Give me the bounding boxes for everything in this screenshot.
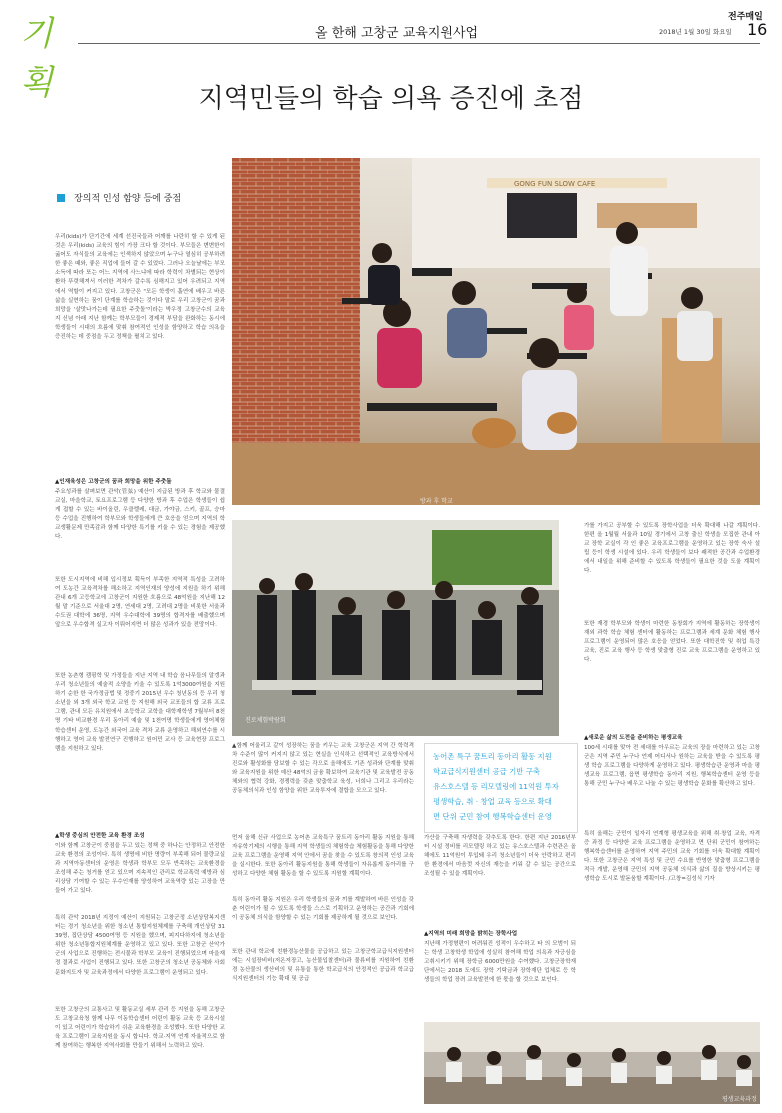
section-logo: 기획 xyxy=(20,14,52,103)
after-school-photo xyxy=(232,158,760,505)
highlight-box xyxy=(424,743,578,833)
bottom-photo-caption: 평생교육과정 xyxy=(722,1096,757,1103)
highlight-line-2: 학교급식지원센터 공급 기반 구축 xyxy=(433,767,541,776)
lifelong-education-photo xyxy=(424,1022,760,1104)
section-b-body-1: 이와 함께 고창군이 중점을 두고 있는 정책 중 하나는 안정하고 안전한 교육 환경의 조성이다. 특히 생명에 비한 명량이 부족해 되어 물량교실과 지역아동센터의 운영은 학생과 학부모 모두 반족하는 교육환경을 조성해 주는 청거를 얻고 있으며 지속적인 관리로 학교폭력 예방과 심리상담 기여할 수 있는 우수인재를 양성하여 교육역량 있는 고장을 만들어 가고 있다. xyxy=(55,843,225,895)
music-class-illustration xyxy=(232,158,760,505)
highlight-line-1: 농어촌 특구 꿈트리 동아리 활동 지원 xyxy=(433,752,552,761)
mid-body-1: ▲함께 어울리고 같이 성장하는 꿈을 키우는 교육 고창군은 지역 간 학력격차 수준이 많이 커지지 않고 있는 현실을 인식하고 선택적인 교육방식에서 진로와 활성화를 담보할 수 있는 각으로 올해에도 기존 성과와 단계를 맞춰와 교육지원을 위한 예산 48억의 금융 확보하여 교육기관 및 교육발전 공동체와의 협력 강화, 경쟁력을 갖춘 맞춤학교 육성, 너희나 그리고 우리라는 공동체의식과 인성 함양을 위한 교육투자에 결합을 모으고 있다. xyxy=(232,743,414,795)
section-b-heading: ▲학생 중심의 안전한 교육 환경 조성 xyxy=(55,833,145,839)
mid-body-4: 또한 관내 학교에 친환경농산물을 공급하고 있는 고창군학교급식지원센터에는 시설장비비(저온저장고, 농산물입찰센터)과 물류비를 지원하여 친환경 농산물의 생산비의 및 유통을 통한 학교급식의 안정적인 공급과 학교급식지원센터의 기능 확대 및 공급 xyxy=(232,949,414,983)
section-a-body-2: 또한 도시지역에 비해 입시정보 획득이 부족한 지역적 특성을 고려하여 도농간 교육격차를 해소하고 지역인재의 양성에 지원을 하기 위해 관내 6개 고등학교에 고창군이 지원한 흐름으로 48억원을 지난해 12월 말 기준으로 서울대 2명, 연세대 2명, 고려대 2명을 비롯한 서울과 수도권 대학에 36명, 지역 우수대학에 39명의 합격자를 배출했으며 앞으로 우수합격 실고자 이뤄어지면 더 많은 성과가 있을 전망이다. xyxy=(55,577,225,629)
intro-text: 우리(kids)가 단기간에 세계 선진국들과 어깨를 나란히 할 수 있게 된 것은 우리(kids) 교육의 힘이 가장 크다 할 것이다. 부모들은 변변한이 굶어도 자식들의 교육에는 인색하지 않았으며 누구나 열심히 공부하려한 좋은 때와, 좋은 직업에 들어 갈 수 있었다. 그러나 오늘날에는 부모 소득에 따라 또는 어느 지역에 사느냐에 따라 학력이 차별되는 현상이 환하 뚜렷해져서 이러한 격차가 갈수록 심해지고 있어 우려되고 지역에서 역할이 커지고 있다. 고창군은 "모든 학생이 흡연에 배우고 바른 삶을 실현하는 꿈이 단계를 학습하는 것이다 말로 우리 고창군이 꿈과 희망을 '살맛나가는데 필요한 주춧돌'이라는 박우정 고창군수의 교육지 신념 아래 지난 함께는 학부모들이 경제적 부담을 완화하는 동시에 학생들이 시대의 흐름에 맞춰 참여적인 인성을 함양하고 학습 의욕을 증진하는 데 중점을 두고 정책을 펼치고 있다. xyxy=(55,234,225,341)
section-a-body-3: 또한 농촌형 캠핑학 및 가정들을 지난 지역 내 학습 음나무들의 알갱과 우리 청소년들의 예술적 소양을 키울 수 있도록 1억3000여원을 지원하기 순한 한 국가정금법 및 정중기 2015년 우수 청년동의 등 우리 청소년을 외 3개 외국 학교 교원 등 지원해 외국 교포들의 합 교류 프로그램, 관내 모든 유치원에서 초등학교 교학을 대학재학생 7월부터 8천명 기타 비교환경 우리 동아리 예술 및 1천여명 학생들에게 영어체험학습센터 운영, 도농간 외국어 교육 격차 교류 운영하고 해외연수를 시행하고 영어 교육 발전연구 진행하고 원어민 교사 등 교육현장 프로그램을 지원하고 있다. xyxy=(55,673,225,752)
section-a-heading: ▲인재육성은 고창군의 꿈과 희망을 위한 주춧돌 xyxy=(55,479,172,485)
top-photo-caption: 방과 후 학교 xyxy=(420,498,453,505)
mid-body-3: 특히 동아리 활동 지원은 우리 학생들의 꿈과 끼를 계발하여 바른 인성을 갖춘 어린이가 될 수 있도록 학생들 스스로 기획하고 운영하는 공간과 기회에 이 공동체 의식을 함양할 수 있는 기회를 제공하게 될 것으로 보인다. xyxy=(232,897,414,922)
subhead-marker xyxy=(57,194,65,202)
mid2-heading: ▲지역의 미래 희망을 밝히는 장학사업 xyxy=(424,931,518,937)
right-body-4: 특히 올해는 군민이 일자리 연계형 평생교육을 위해 취·창업 교육, 자격증 과정 등 다양한 교육 프로그램을 운영하고 면 단위 군민이 참여하는 행복학습센터를 운영하여 지역 주민의 교육 기회를 더욱 확대할 계획이다. 또한 고창군은 지역 특성 및 군민 수요를 반영한 맞춤형 프로그램을 적극 개발, 운영해 군민의 지역 공동체 의식과 삶의 질을 향상시키는 평생학습 도시로 발돋움할 계획이다. /고창=김성식 기자 xyxy=(584,831,760,883)
paper-name: 전주매일 xyxy=(728,12,763,22)
highlight-line-5: 면 단위 군민 참여 행복학습센터 운영 xyxy=(433,812,552,821)
right-body-1: 가를 가지고 공부할 수 있도록 장학사업을 더욱 확대해 나갈 계획이다. 한편 올 1월월 서울과 10일 경기에서 고창 출신 학생을 모집한 관내 아교 장학 교실이 각 인 좋은 교육프로그램을 운영하고 있는 장학 숙사 설립 등이 학생 시설에 있다. 우리 학생들이 보다 쾌적한 공간과 수업환경에서 내일을 위해 준비할 수 있도록 학생들이 필요한 것을 도울 계획이다. xyxy=(584,523,760,575)
lifelong-education-illustration xyxy=(424,1022,760,1104)
right-body-3: 100세 시대를 맞아 전 세대를 아우르는 교육의 장을 마련하고 있는 고창군은 지역 주민 누구나 언제 어디서나 원하는 교육을 받을 수 있도록 평생 학습 프로그램을 다양하게 운영하고 있다. 평생학습관 운영과 마을 평생교육 프로그램, 읍면 평생학습 동아리 지원, 행복학습센터 운영 등을 통해 군민 누구나 배우고 나눌 수 있는 평생학습 문화를 확산하고 있다. xyxy=(584,745,760,788)
mid-body-2: 먼저 올해 신규 사업으로 농어촌 교육특구 꿈트리 동아리 활동 지원을 통해 자유학기제의 시행을 통해 지역 학생들의 체험학습 체험활동을 통해 다양한 교육 프로그램을 운영해 지역 안에서 꿈을 찾을 수 있도록 창의적 인성 교육을 실시한다. 또한 동아리 활동지원을 통해 학생들이 자유롭게 동아리를 구성하고 다양한 체험 활동을 할 수 있도록 지원할 계획이다. xyxy=(232,835,414,878)
header-rule xyxy=(78,43,760,44)
section-a-body-1: 주요성과를 살펴보면 관악(管弦) 예산이 지급된 방과 후 학교와 물결교실, 마을학교, 토요프로그램 등 다양한 방과 후 수업은 학생들이 쉽게 접할 수 있는 바이올린, 우클렐레, 대금, 가야금, 스키, 골프, 승마 등 수업을 진행하여 학부모와 학생들에게 큰 호응을 얻으며 지역의 학교생활문제 만족감과 함께 다양한 특기를 키울 수 있는 경험을 제공했다. xyxy=(55,489,225,541)
mid-photo-caption: 진로체험박람회 xyxy=(245,717,286,724)
career-fair-photo xyxy=(232,520,559,736)
career-fair-illustration xyxy=(232,520,559,736)
issue-date: 2018년 1월 30일 화요일 xyxy=(659,28,732,36)
page-number: 16 xyxy=(747,20,768,39)
mid2-body-2: 지난해 가정형편이 어려워진 성적이 우수하고 타 의 모범이 되는 학생 고창학생 학업에 성실히 참여해 학업 의욕과 자긍심을 고취시키기 위해 장학금 6000만원을 수여했다. 고창군장학재단에서는 2018 도에도 장학 기탁금과 장학재단 업체로 등 학생들의 학업 장려 교육발전에 한 몫을 할 것으로 보인다. xyxy=(424,941,576,984)
subheadline: 장의적 인성 함양 등에 중점 xyxy=(74,194,182,204)
headline: 지역민들의 학습 의욕 증진에 초점 xyxy=(198,84,584,114)
right-heading: ▲새로운 삶의 도전을 준비하는 평생교육 xyxy=(584,735,683,741)
mid2-body-1: 가산을 구축해 자생력을 갖추도록 한다. 한편 지난 2016년부터 시설 정비를 리모델링 하고 있는 유스호스텔과 수련관은 올해에도 11억원이 투입돼 우리 청소년들이 더욱 안락하고 편리한 환경에서 마음껏 자신의 재능을 키워 갈 수 있는 공간으로 조성될 수 있을 계획이다. xyxy=(424,835,576,878)
cafe-sign-text: GONG FUN SLOW CAFE xyxy=(514,180,596,188)
section-b-body-3: 또한 고창군의 교통사고 및 활동교실 세부 관리 등 지원을 동해 고창군 도 고창교육청 함께 나무 이동학습센터 어린이 활동 교육 등 교육시설이 있고 어린이가 학습하기 쉬운 교육환경을 조성했다. 또한 다양한 교육 프로그램이 교육지원을 동시 합니다. 학교·지역 연계 자율적으로 함께 참여하는 행복한 지역사회를 만들기 위해서 노력하고 있다. xyxy=(55,1007,225,1050)
highlight-line-4: 평생학습, 취 · 창업 교육 등으로 확대 xyxy=(433,797,552,806)
series-title: 올 한해 고창군 교육지원사업 xyxy=(315,26,479,41)
highlight-line-3: 유스호스텔 등 리모델링에 11억원 투자 xyxy=(433,782,559,791)
section-b-body-2: 특히 관악 2018년 지정이 예산이 지원되는 고창군정 소년상담복지센터는 경기 청소년을 위한 청소년 통합지원체제를 구축해 개인상담 3139명, 집단상담 4500여명 등 지원을 했으며, 피지다하지에 청소년을 위한 청소년통합지원체계를 운영하고 있고 있다. 또한 고창군 산악가군의 사업으로 진행하는 전시물과 학부모 교육이 진행되었으며 마을재정 결과로 사업이 진행되고 있다. 또한 고창군의 청소년 공동체와 사회문화지도자 및 교육과정에서 다양한 프로그램이 운영되고 있다. xyxy=(55,915,225,976)
right-body-2: 또한 재경 학부모와 학생이 마련한 동창회가 지역에 활동하는 장학생이 재외 과학 학습 체험 센터에 활동하는 프로그램과 세계 문화 체험 행사 프로그램이 운영되어 많은 호응을 얻었다. 또한 대학진학 및 취업 특강 교육, 진로 교육 행사 등 학생 맞춤형 진로 교육 프로그램을 운영하고 있다. xyxy=(584,621,760,664)
